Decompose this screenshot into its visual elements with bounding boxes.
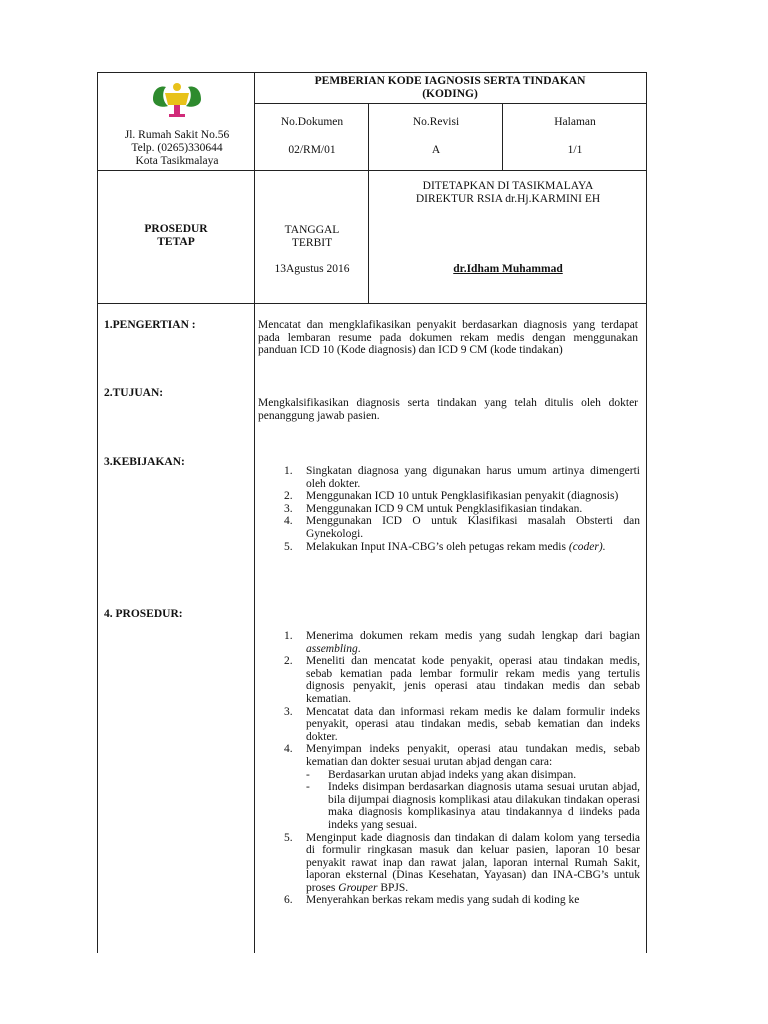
- list-item: 3. Mencatat data dan informasi rekam medis ke dalam formulir indeks penyakit, operasi atau tindakan medis, sebab kematian dan indeks dokter.: [284, 705, 640, 743]
- list-item: 2. Menggunakan ICD 10 untuk Pengklasifikasian penyakit (diagnosis): [284, 490, 619, 503]
- page-value: 1/1: [567, 144, 583, 156]
- page-label: Halaman: [554, 116, 596, 128]
- row-divider: [98, 303, 646, 304]
- procedure-title: PROSEDUR TETAP: [144, 223, 208, 248]
- established-by: DITETAPKAN DI TASIKMALAYA DIREKTUR RSIA dr.Hj.KARMINI EH: [415, 180, 601, 205]
- list-item: 6. Menyerahkan berkas rekam medis yang sudah di koding ke: [284, 894, 580, 907]
- list-item: 1. Menerima dokumen rekam medis yang sudah lengkap dari bagian assembling.: [284, 630, 640, 655]
- list-item: 3. Menggunakan ICD 9 CM untuk Pengklasifikasian tindakan.: [284, 502, 583, 515]
- sop-document: [97, 72, 647, 953]
- list-item: 5. Melakukan Input INA-CBG’s oleh petugas rekam medis (coder).: [284, 540, 606, 553]
- column-divider: [502, 103, 503, 170]
- list-item: 2. Meneliti dan mencatat kode penyakit, operasi atau tindakan medis, sebab kematian pada lembar formulir rekam medis yang tertulis dignosis penyakit, jenis operasi atau tindakan medis dan sebab kematian.: [284, 655, 640, 705]
- signatory-name: dr.Idham Muhammad: [453, 263, 563, 275]
- row-divider: [98, 170, 646, 171]
- prosedur-heading: 4. PROSEDUR:: [104, 608, 183, 620]
- row-divider: [254, 103, 646, 104]
- sub-list-item: - Indeks disimpan berdasarkan diagnosis utama sesuai urutan abjad, bila dijumpai diagnosis komplikasi atau dilakukan tindakan operasi maka diagnosis komplikasinya atau tindakannya d iindeks pada indeks yang sesuai.: [306, 781, 640, 831]
- issue-date-label: TANGGAL TERBIT: [284, 224, 340, 249]
- list-item: 4. Menyimpan indeks penyakit, operasi atau tundakan medis, sebab kematian dan dokter sesuai urutan abjad dengan cara: - Berdasarkan urutan abjad indeks yang akan disimpan. - Indeks disimpan berdasarkan diagnosis utama sesuai urutan abjad, bila dijumpai diagnosis komplikasi atau dilakukan tindakan operasi maka diagnosis komplikasinya atau tindakannya d iindeks pada indeks yang sesuai.: [284, 743, 640, 831]
- issue-date-value: 13Agustus 2016: [274, 263, 350, 275]
- hospital-logo: [150, 79, 204, 121]
- hospital-address: Jl. Rumah Sakit No.56 Telp. (0265)330644 Kota Tasikmalaya: [124, 129, 230, 167]
- list-item: 5. Menginput kade diagnosis dan tindakan di dalam kolom yang tersedia di formulir ringkasan masuk dan keluar pasien, laporan 10 besar penyakit rawat inap dan rawat jalan, laporan internal Rumah Sakit, laporan eksternal (Dinas Kesehatan, Yayasan) dan INA-CBG’s untuk proses Grouper BPJS.: [284, 831, 640, 894]
- doc-number-label: No.Dokumen: [280, 116, 344, 128]
- sub-list-item: - Berdasarkan urutan abjad indeks yang akan disimpan.: [306, 768, 577, 781]
- kebijakan-list: [258, 465, 640, 553]
- pengertian-heading: 1.PENGERTIAN :: [104, 319, 196, 331]
- column-divider: [254, 73, 255, 953]
- tujuan-heading: 2.TUJUAN:: [104, 387, 164, 399]
- tujuan-text: Mengkalsifikasikan diagnosis serta tindakan yang telah ditulis oleh dokter penanggung jawab pasien.: [258, 397, 638, 422]
- sub-list: [306, 769, 640, 832]
- revision-value: A: [431, 144, 441, 156]
- document-title: PEMBERIAN KODE IAGNOSIS SERTA TINDAKAN (KODING): [314, 75, 586, 100]
- list-item: 1. Singkatan diagnosa yang digunakan harus umum artinya dimengerti oleh dokter.: [284, 465, 640, 490]
- pengertian-text: Mencatat dan mengklafikasikan penyakit berdasarkan diagnosis yang terdapat pada lembaran resume pada dokumen rekam medis dengan menggunakan panduan ICD 10 (Kode diagnosis) dan ICD 9 CM (kode tindakan): [258, 319, 638, 357]
- prosedur-list: [258, 630, 640, 907]
- revision-label: No.Revisi: [412, 116, 460, 128]
- column-divider: [368, 103, 369, 303]
- kebijakan-heading: 3.KEBIJAKAN:: [104, 456, 185, 468]
- list-item: 4. Menggunakan ICD O untuk Klasifikasi masalah Obsterti dan Gynekologi.: [284, 515, 640, 540]
- doc-number-value: 02/RM/01: [288, 144, 336, 156]
